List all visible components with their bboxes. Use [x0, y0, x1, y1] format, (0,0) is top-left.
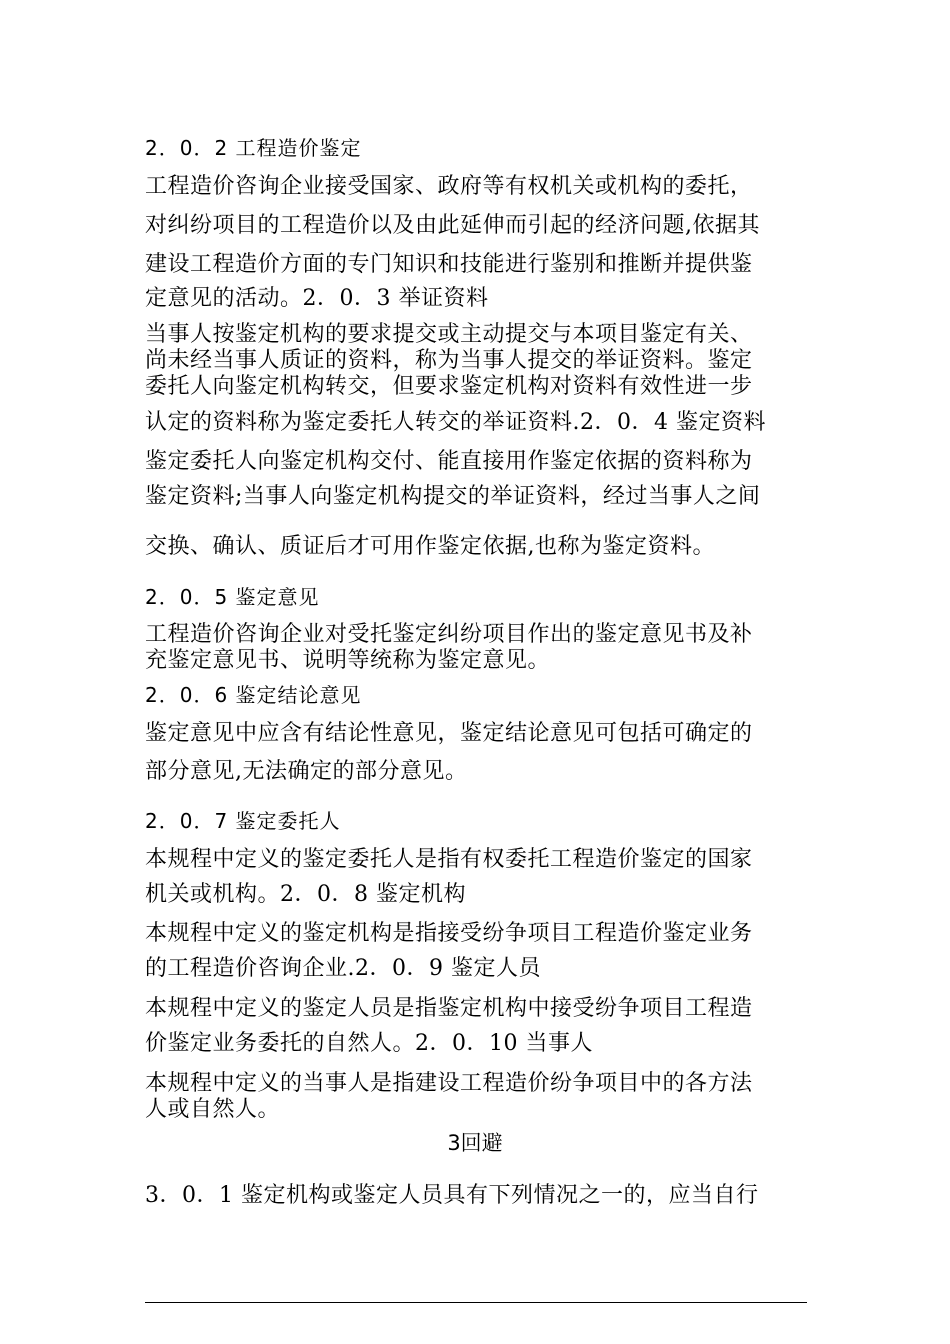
paragraph-line: 工程造价咨询企业接受国家、政府等有权机关或机构的委托， — [145, 174, 753, 199]
paragraph-line: 工程造价咨询企业对受托鉴定纠纷项目作出的鉴定意见书及补 — [145, 622, 753, 647]
paragraph-line: 充鉴定意见书、说明等统称为鉴定意见。 — [145, 648, 551, 673]
paragraph-line: 尚未经当事人质证的资料，称为当事人提交的举证资料。鉴定 — [145, 348, 753, 373]
paragraph-line: 定意见的活动。2．0．3 举证资料 — [145, 286, 489, 311]
paragraph-line: 鉴定委托人向鉴定机构交付、能直接用作鉴定依据的资料称为 — [145, 449, 753, 474]
paragraph-line: 建设工程造价方面的专门知识和技能进行鉴别和推断并提供鉴 — [145, 252, 753, 277]
paragraph-line: 鉴定资料;当事人向鉴定机构提交的举证资料，经过当事人之间 — [145, 484, 761, 509]
paragraph-line: 本规程中定义的当事人是指建设工程造价纷争项目中的各方法 — [145, 1071, 753, 1096]
paragraph-line: 本规程中定义的鉴定人员是指鉴定机构中接受纷争项目工程造 — [145, 996, 753, 1021]
paragraph-line: 当事人按鉴定机构的要求提交或主动提交与本项目鉴定有关、 — [145, 322, 753, 347]
paragraph-line: 3．0．1 鉴定机构或鉴定人员具有下列情况之一的，应当自行 — [145, 1183, 759, 1208]
footer-divider — [145, 1302, 807, 1303]
section-heading-2-0-5: 2．0．5 鉴定意见 — [145, 585, 320, 609]
paragraph-line: 机关或机构。2．0．8 鉴定机构 — [145, 882, 466, 907]
paragraph-line: 对纠纷项目的工程造价以及由此延伸而引起的经济问题,依据其 — [145, 213, 760, 238]
section-heading-2-0-2: 2．0．2 工程造价鉴定 — [145, 136, 362, 160]
paragraph-line: 交换、确认、质证后才可用作鉴定依据,也称为鉴定资料。 — [145, 534, 715, 559]
paragraph-line: 本规程中定义的鉴定委托人是指有权委托工程造价鉴定的国家 — [145, 847, 753, 872]
section-heading-2-0-7: 2．0．7 鉴定委托人 — [145, 809, 341, 833]
section-heading-2-0-6: 2．0．6 鉴定结论意见 — [145, 683, 362, 707]
chapter-title: 3回避 — [447, 1131, 503, 1155]
paragraph-line: 认定的资料称为鉴定委托人转交的举证资料.2．0．4 鉴定资料 — [145, 410, 766, 435]
paragraph-line: 价鉴定业务委托的自然人。2．0．10 当事人 — [145, 1031, 593, 1056]
paragraph-line: 的工程造价咨询企业.2．0．9 鉴定人员 — [145, 956, 541, 981]
paragraph-line: 人或自然人。 — [145, 1097, 281, 1122]
paragraph-line: 部分意见,无法确定的部分意见。 — [145, 759, 468, 784]
paragraph-line: 本规程中定义的鉴定机构是指接受纷争项目工程造价鉴定业务 — [145, 921, 753, 946]
paragraph-line: 鉴定意见中应含有结论性意见，鉴定结论意见可包括可确定的 — [145, 721, 753, 746]
paragraph-line: 委托人向鉴定机构转交，但要求鉴定机构对资料有效性进一步 — [145, 374, 753, 399]
